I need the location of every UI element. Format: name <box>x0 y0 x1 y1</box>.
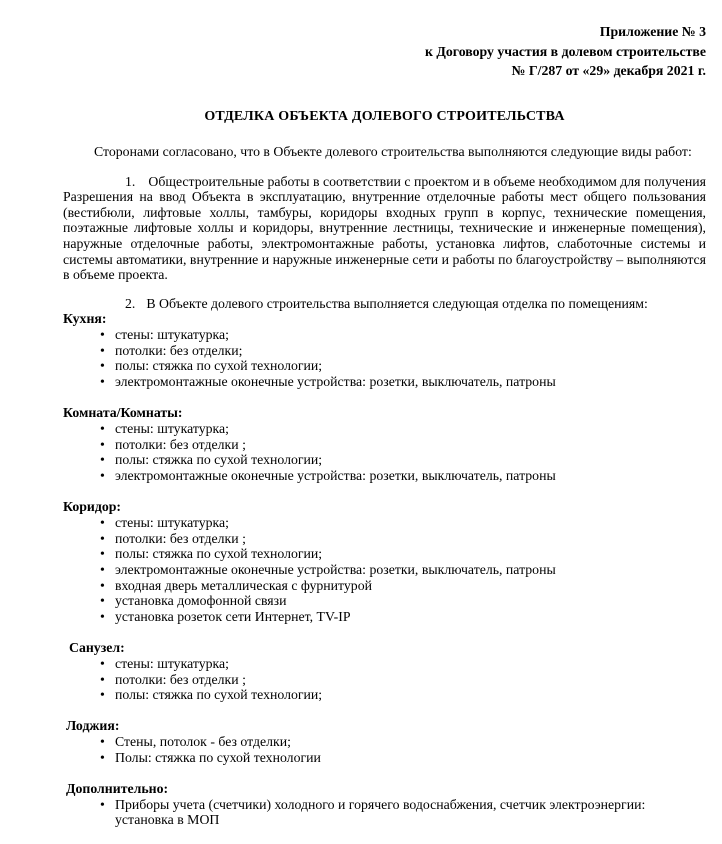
list-item <box>63 421 706 437</box>
paragraph-2-number: 2. <box>125 295 136 311</box>
list-item <box>63 578 706 594</box>
list-item <box>63 437 706 453</box>
list-item <box>63 358 706 374</box>
section-kitchen <box>63 311 706 389</box>
list-item <box>63 531 706 547</box>
bullet-icon: • <box>100 734 105 750</box>
bullet-icon: • <box>100 420 105 436</box>
list-item-text: полы: стяжка по сухой технологии; <box>115 687 323 703</box>
list-item-text: потолки: без отделки ; <box>115 530 246 546</box>
list-item-text: потолки: без отделки ; <box>115 436 246 452</box>
bullet-icon: • <box>100 671 105 687</box>
paragraph-1-text: Общестроительные работы в соответствии с проектом и в объеме необходимом для получения Разрешения на ввод Объекта в эксплуатацию, внутренние отделочные работы мест общего пользования (вестибюли, лифтовые холлы, тамбуры, коридоры входных групп в корпус, технические помещения, поэтажные лифтовые холлы и коридоры, внутренние лестницы, технические и инженерные помещения), наружные отделочные работы, электромонтажные работы, установка лифтов, слаботочные системы и системы автоматики, внутренние и наружные инженерные сети и работы по благоустройству – выполняются в объеме проекта. <box>63 173 707 283</box>
appendix-contract-reference: к Договору участия в долевом строительстве <box>424 43 706 59</box>
list-item <box>63 672 706 688</box>
section-corridor-list <box>63 515 706 625</box>
list-item-text: полы: стяжка по сухой технологии; <box>115 546 323 562</box>
list-item-text: стены: штукатурка; <box>115 655 229 671</box>
document-title: ОТДЕЛКА ОБЪЕКТА ДОЛЕВОГО СТРОИТЕЛЬСТВА <box>204 108 565 124</box>
list-item <box>63 687 706 703</box>
list-item-text: установка розеток сети Интернет, TV-IP <box>115 609 351 625</box>
section-rooms <box>63 405 706 483</box>
list-item-text: стены: штукатурка; <box>115 514 229 530</box>
bullet-icon: • <box>100 577 105 593</box>
bullet-icon: • <box>100 796 105 812</box>
section-corridor <box>63 499 706 625</box>
list-item <box>63 374 706 390</box>
list-item-text: Полы: стяжка по сухой технологии <box>115 749 321 765</box>
list-item-text: электромонтажные оконечные устройства: розетки, выключатель, патроны <box>115 561 556 577</box>
section-loggia-list <box>63 734 706 765</box>
list-item-text: электромонтажные оконечные устройства: розетки, выключатель, патроны <box>115 374 556 390</box>
list-item-text: электромонтажные оконечные устройства: розетки, выключатель, патроны <box>115 468 556 484</box>
bullet-icon: • <box>100 561 105 577</box>
bullet-icon: • <box>100 342 105 358</box>
list-item <box>63 327 706 343</box>
list-item <box>63 734 706 750</box>
list-item <box>63 562 706 578</box>
section-additional-title: Дополнительно: <box>66 780 169 796</box>
appendix-header <box>63 22 706 81</box>
bullet-icon: • <box>100 609 105 625</box>
bullet-icon: • <box>100 468 105 484</box>
list-item <box>63 452 706 468</box>
bullet-icon: • <box>100 452 105 468</box>
list-item-text: стены: штукатурка; <box>115 420 229 436</box>
section-additional <box>63 781 706 828</box>
list-item-text: Приборы учета (счетчики) холодного и горячего водоснабжения, счетчик электроэнергии: установка в МОП <box>115 796 646 828</box>
appendix-number: Приложение № 3 <box>599 24 706 39</box>
numbered-paragraph-1 <box>63 174 706 283</box>
list-item <box>63 515 706 531</box>
list-item <box>63 750 706 766</box>
bullet-icon: • <box>100 514 105 530</box>
section-kitchen-title: Кухня: <box>63 311 107 327</box>
list-item-text: потолки: без отделки; <box>115 342 243 358</box>
section-bathroom <box>63 640 706 703</box>
section-kitchen-list <box>63 327 706 390</box>
bullet-icon: • <box>100 546 105 562</box>
list-item <box>63 468 706 484</box>
intro-paragraph: Сторонами согласовано, что в Объекте долевого строительства выполняются следующие виды работ: <box>94 144 692 160</box>
list-item <box>63 343 706 359</box>
bullet-icon: • <box>100 655 105 671</box>
list-item-text: стены: штукатурка; <box>115 327 229 343</box>
bullet-icon: • <box>100 687 105 703</box>
section-loggia-title: Лоджия: <box>66 718 120 734</box>
list-item <box>63 797 706 828</box>
list-item-text: потолки: без отделки ; <box>115 671 246 687</box>
list-item <box>63 656 706 672</box>
bullet-icon: • <box>100 749 105 765</box>
section-loggia <box>63 718 706 765</box>
numbered-paragraph-2 <box>63 296 706 312</box>
paragraph-1-number: 1. <box>125 173 136 189</box>
bullet-icon: • <box>100 358 105 374</box>
section-bathroom-list <box>63 656 706 703</box>
section-rooms-list <box>63 421 706 484</box>
list-item-text: полы: стяжка по сухой технологии; <box>115 358 323 374</box>
bullet-icon: • <box>100 593 105 609</box>
list-item <box>63 609 706 625</box>
bullet-icon: • <box>100 530 105 546</box>
section-rooms-title: Комната/Комнаты: <box>63 405 183 421</box>
section-additional-list <box>63 797 706 828</box>
section-corridor-title: Коридор: <box>63 499 121 515</box>
list-item-text: установка домофонной связи <box>115 593 287 609</box>
list-item <box>63 593 706 609</box>
list-item <box>63 546 706 562</box>
list-item-text: полы: стяжка по сухой технологии; <box>115 452 323 468</box>
list-item-text: входная дверь металлическая с фурнитурой <box>115 577 372 593</box>
paragraph-2-text: В Объекте долевого строительства выполняется следующая отделка по помещениям: <box>146 295 648 311</box>
bullet-icon: • <box>100 374 105 390</box>
list-item-text: Стены, потолок - без отделки; <box>115 734 291 750</box>
appendix-contract-number-date: № Г/287 от «29» декабря 2021 г. <box>511 63 706 78</box>
bullet-icon: • <box>100 436 105 452</box>
section-bathroom-title: Санузел: <box>69 640 125 656</box>
bullet-icon: • <box>100 327 105 343</box>
